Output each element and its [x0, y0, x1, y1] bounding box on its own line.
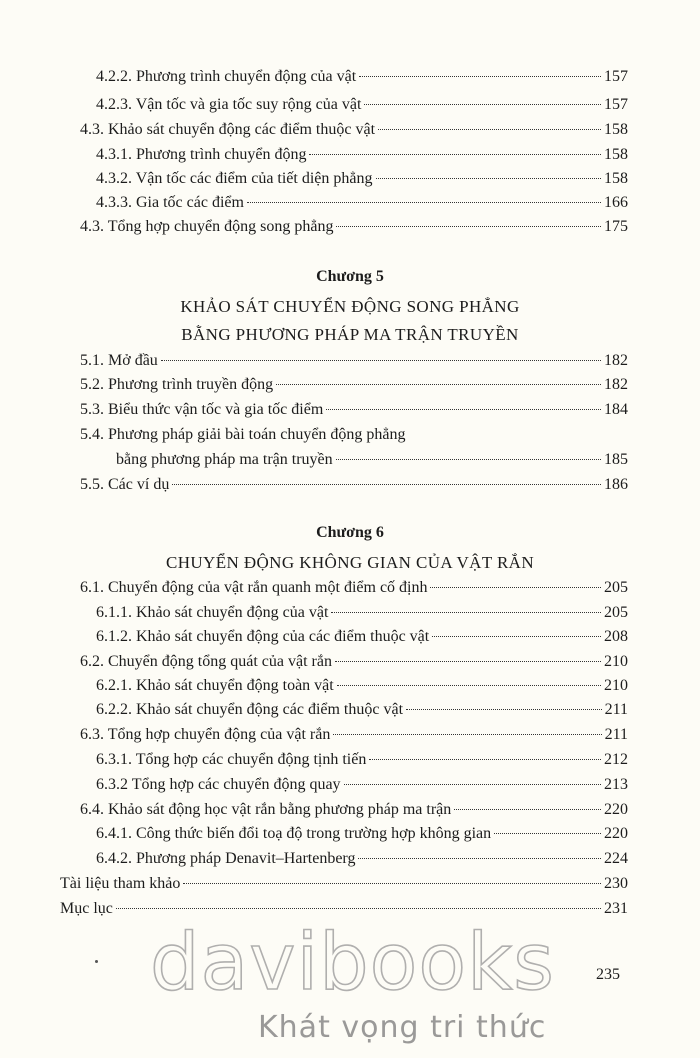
- chapter-6-number: Chương 6: [316, 524, 384, 541]
- toc-entry-page: 208: [604, 628, 628, 645]
- toc-entry-page: 157: [604, 68, 628, 85]
- toc-entry-page: 231: [604, 900, 628, 917]
- toc-entry-page: 205: [604, 579, 628, 596]
- toc-entry-title: 6.4.1. Công thức biến đổi toạ độ trong trường hợp không gian: [96, 825, 492, 842]
- toc-entry: [96, 94, 628, 116]
- toc-entry-title: 4.3. Khảo sát chuyển động các điểm thuộc vật: [80, 121, 376, 138]
- toc-entry: [80, 399, 628, 421]
- page-number: 235: [596, 966, 620, 983]
- dot-leader: [309, 154, 601, 155]
- toc-entry: [96, 626, 628, 648]
- toc-entry-title: 6.2. Chuyển động tổng quát của vật rắn: [80, 653, 332, 670]
- toc-entry-page: 211: [604, 701, 628, 718]
- toc-entry-page: 157: [604, 96, 628, 113]
- watermark-slogan: Khát vọng tri thức: [258, 1010, 547, 1045]
- dot-leader: [430, 587, 601, 588]
- toc-entry: [96, 749, 628, 771]
- toc-entry-title: 6.2.2. Khảo sát chuyển động các điểm thuộc vật: [96, 701, 404, 718]
- toc-entry: [80, 799, 628, 821]
- toc-entry-title: 5.1. Mở đầu: [80, 352, 158, 369]
- dot-leader: [335, 661, 601, 662]
- dot-leader: [247, 202, 601, 203]
- toc-entry-page: 212: [604, 751, 628, 768]
- dot-leader: [376, 178, 602, 179]
- toc-entry: [96, 144, 628, 166]
- toc-entry: [80, 651, 628, 673]
- dot-leader: [116, 908, 601, 909]
- chapter-5-title-line-2: BẰNG PHƯƠNG PHÁP MA TRẬN TRUYỀN: [181, 325, 519, 344]
- toc-entry-title: 4.3.3. Gia tốc các điểm: [96, 194, 244, 211]
- toc-entry: [96, 192, 628, 214]
- toc-entry-page: 224: [604, 850, 628, 867]
- dot-leader: [344, 784, 601, 785]
- chapter-5-title-line-1: KHẢO SÁT CHUYỂN ĐỘNG SONG PHẲNG: [180, 297, 520, 316]
- toc-entry: [96, 66, 628, 88]
- toc-entry-page: 205: [604, 604, 628, 621]
- toc-entry-page: 185: [604, 451, 628, 468]
- toc-entry-title: 5.3. Biểu thức vận tốc và gia tốc điểm: [80, 401, 324, 418]
- toc-entry: [96, 774, 628, 796]
- toc-entry-title: 5.2. Phương trình truyền động: [80, 376, 274, 393]
- toc-entry-page: 182: [604, 376, 628, 393]
- toc-entry-title: 4.2.2. Phương trình chuyển động của vật: [96, 68, 357, 85]
- toc-entry: [96, 602, 628, 624]
- dot-leader: [432, 636, 601, 637]
- toc-entry-title: 5.5. Các ví dụ: [80, 476, 170, 493]
- dot-leader: [326, 409, 601, 410]
- toc-entry: [96, 823, 628, 845]
- toc-entry-page: 220: [604, 825, 628, 842]
- toc-entry-page: 182: [604, 352, 628, 369]
- toc-entry-title: 6.4. Khảo sát động học vật rắn bằng phương pháp ma trận: [80, 801, 452, 818]
- toc-entry-title: 6.3.2 Tổng hợp các chuyển động quay: [96, 776, 341, 793]
- toc-entry: [60, 898, 628, 920]
- toc-entry-page: 210: [604, 653, 628, 670]
- toc-entry-title: 4.3.1. Phương trình chuyển động: [96, 146, 307, 163]
- chapter-5-number: Chương 5: [316, 268, 384, 285]
- toc-entry: [96, 675, 628, 697]
- dot-leader: [172, 484, 601, 485]
- toc-entry-first-line: 5.4. Phương pháp giải bài toán chuyển động phẳng: [80, 426, 406, 443]
- toc-entry-title: 6.1.1. Khảo sát chuyển động của vật: [96, 604, 329, 621]
- toc-entry-title: 4.3.2. Vận tốc các điểm của tiết diện phẳng: [96, 170, 373, 187]
- dot-leader: [378, 129, 601, 130]
- dot-leader: [454, 809, 601, 810]
- dot-leader: [336, 459, 601, 460]
- dot-leader: [337, 685, 601, 686]
- toc-entry: [96, 848, 628, 870]
- toc-entry: [116, 449, 628, 471]
- toc-entry-page: 230: [604, 875, 628, 892]
- toc-entry-title: bằng phương pháp ma trận truyền: [116, 451, 333, 468]
- dot-leader: [336, 226, 601, 227]
- toc-entry: [96, 699, 628, 721]
- toc-entry-title: 6.1.2. Khảo sát chuyển động của các điểm thuộc vật: [96, 628, 430, 645]
- dot-leader: [369, 759, 601, 760]
- toc-entry-page: 184: [604, 401, 628, 418]
- toc-entry-page: 158: [604, 121, 628, 138]
- dot-leader: [359, 76, 601, 77]
- toc-entry-page: 210: [604, 677, 628, 694]
- dot-leader: [494, 833, 601, 834]
- toc-entry-title: Mục lục: [60, 900, 113, 917]
- toc-entry: [80, 216, 628, 238]
- toc-entry: [80, 119, 628, 141]
- dot-leader: [331, 612, 601, 613]
- toc-entry: [60, 873, 628, 895]
- toc-entry-title: 6.2.1. Khảo sát chuyển động toàn vật: [96, 677, 334, 694]
- dot-leader: [364, 104, 601, 105]
- toc-entry-title: 4.2.3. Vận tốc và gia tốc suy rộng của vật: [96, 96, 362, 113]
- dot-leader: [276, 384, 601, 385]
- toc-entry: [96, 168, 628, 190]
- toc-entry-title: 4.3. Tổng hợp chuyển động song phẳng: [80, 218, 334, 235]
- chapter-6-title: CHUYỂN ĐỘNG KHÔNG GIAN CỦA VẬT RẮN: [165, 553, 535, 572]
- toc-entry-page: 166: [604, 194, 628, 211]
- watermark-brand: davibooks: [150, 918, 555, 1008]
- toc-entry-page: 158: [604, 170, 628, 187]
- toc-entry: [80, 374, 628, 396]
- dot-leader: [406, 709, 602, 710]
- speck-mark: [95, 960, 98, 963]
- toc-entry-page: 186: [604, 476, 628, 493]
- dot-leader: [333, 734, 601, 735]
- toc-entry: [80, 577, 628, 599]
- toc-entry: [80, 350, 628, 372]
- toc-entry-page: 220: [604, 801, 628, 818]
- toc-entry: [80, 474, 628, 496]
- toc-entry-page: 213: [604, 776, 628, 793]
- toc-entry-title: 6.1. Chuyển động của vật rắn quanh một điểm cố định: [80, 579, 428, 596]
- toc-entry-page: 211: [604, 726, 628, 743]
- toc-entry-title: 6.3.1. Tổng hợp các chuyển động tịnh tiến: [96, 751, 367, 768]
- toc-entry: [80, 724, 628, 746]
- toc-entry-page: 175: [604, 218, 628, 235]
- dot-leader: [183, 883, 601, 884]
- dot-leader: [161, 360, 601, 361]
- toc-entry-page: 158: [604, 146, 628, 163]
- toc-entry-title: Tài liệu tham khảo: [60, 875, 181, 892]
- dot-leader: [358, 858, 601, 859]
- toc-entry-title: 6.4.2. Phương pháp Denavit–Hartenberg: [96, 850, 356, 867]
- toc-entry-title: 6.3. Tổng hợp chuyển động của vật rắn: [80, 726, 331, 743]
